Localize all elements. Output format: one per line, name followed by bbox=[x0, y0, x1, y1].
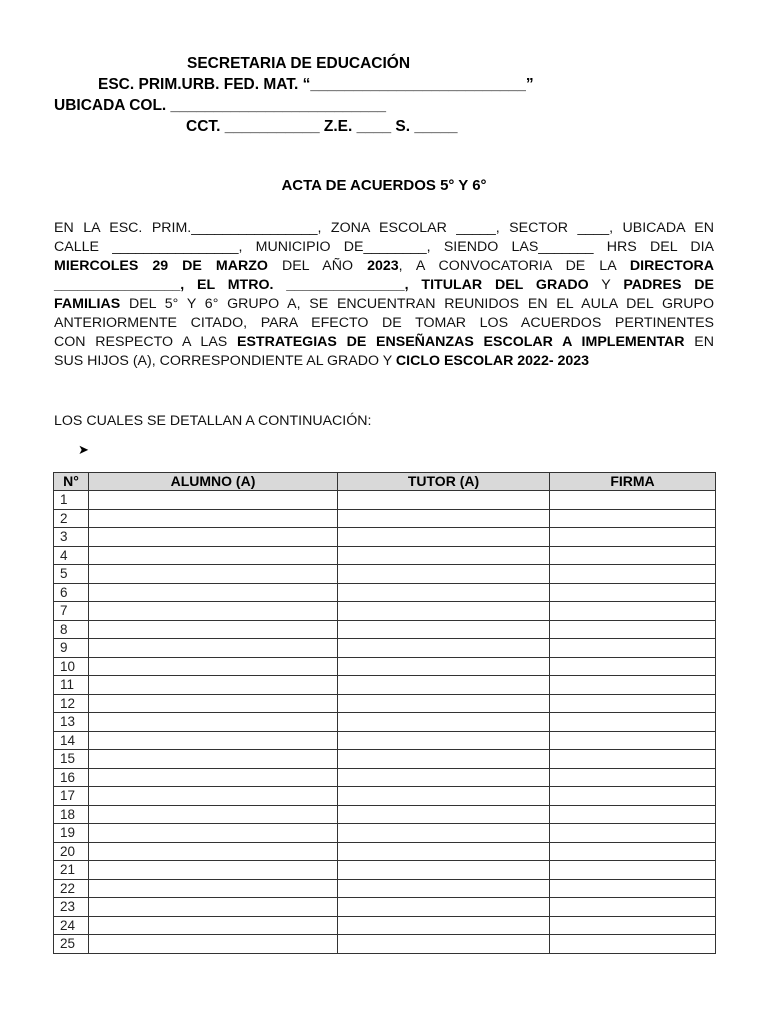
row-number-cell: 5 bbox=[54, 565, 89, 584]
alumno-cell[interactable] bbox=[89, 750, 338, 769]
alumno-cell[interactable] bbox=[89, 509, 338, 528]
firma-cell[interactable] bbox=[550, 620, 716, 639]
alumno-cell[interactable] bbox=[89, 546, 338, 565]
header-cct: CCT. ___________ Z.E. ____ S. _____ bbox=[186, 118, 458, 135]
row-number-cell: 7 bbox=[54, 602, 89, 621]
firma-cell[interactable] bbox=[550, 694, 716, 713]
firma-cell[interactable] bbox=[550, 713, 716, 732]
firma-cell[interactable] bbox=[550, 898, 716, 917]
table-row bbox=[54, 528, 716, 547]
col-header-alumno: ALUMNO (A) bbox=[89, 473, 338, 491]
table-row bbox=[54, 750, 716, 769]
firma-cell[interactable] bbox=[550, 861, 716, 880]
firma-cell[interactable] bbox=[550, 583, 716, 602]
table-row bbox=[54, 731, 716, 750]
alumno-cell[interactable] bbox=[89, 583, 338, 602]
tutor-cell[interactable] bbox=[338, 583, 550, 602]
table-row bbox=[54, 565, 716, 584]
tutor-cell[interactable] bbox=[338, 509, 550, 528]
row-number-cell: 10 bbox=[54, 657, 89, 676]
alumno-cell[interactable] bbox=[89, 676, 338, 695]
year-text: 2023 bbox=[367, 258, 399, 274]
row-number-cell: 24 bbox=[54, 916, 89, 935]
tutor-cell[interactable] bbox=[338, 694, 550, 713]
alumno-cell[interactable] bbox=[89, 639, 338, 658]
text-fragment: DEL AÑO bbox=[267, 258, 368, 274]
table-row bbox=[54, 509, 716, 528]
directora-text: DIRECTORA bbox=[629, 258, 714, 274]
text-fragment: EN bbox=[684, 334, 714, 350]
tutor-cell[interactable] bbox=[338, 879, 550, 898]
tutor-cell[interactable] bbox=[338, 805, 550, 824]
alumno-cell[interactable] bbox=[89, 491, 338, 510]
row-number-cell: 15 bbox=[54, 750, 89, 769]
table-row bbox=[54, 639, 716, 658]
alumno-cell[interactable] bbox=[89, 787, 338, 806]
tutor-cell[interactable] bbox=[338, 546, 550, 565]
firma-cell[interactable] bbox=[550, 491, 716, 510]
estrategias-text: ESTRATEGIAS DE ENSEÑANZAS ESCOLAR A IMPLEMENTAR bbox=[237, 334, 685, 350]
alumno-cell[interactable] bbox=[89, 565, 338, 584]
row-number-cell: 18 bbox=[54, 805, 89, 824]
row-number-cell: 25 bbox=[54, 935, 89, 954]
document-title: ACTA DE ACUERDOS 5° Y 6° bbox=[281, 177, 487, 194]
alumno-cell[interactable] bbox=[89, 657, 338, 676]
row-number-cell: 22 bbox=[54, 879, 89, 898]
table-row bbox=[54, 602, 716, 621]
row-number-cell: 20 bbox=[54, 842, 89, 861]
paragraph-line-4 bbox=[54, 276, 714, 295]
header-colonia: UBICADA COL. _________________________ bbox=[54, 97, 387, 114]
alumno-cell[interactable] bbox=[89, 898, 338, 917]
text-fragment: Y bbox=[588, 277, 624, 293]
row-number-cell: 1 bbox=[54, 491, 89, 510]
alumno-cell[interactable] bbox=[89, 713, 338, 732]
tutor-cell[interactable] bbox=[338, 676, 550, 695]
alumno-cell[interactable] bbox=[89, 694, 338, 713]
table-row bbox=[54, 546, 716, 565]
header-secretaria: SECRETARIA DE EDUCACIÓN bbox=[187, 55, 411, 72]
intro-text: LOS CUALES SE DETALLAN A CONTINUACIÓN: bbox=[54, 413, 372, 429]
firma-cell[interactable] bbox=[550, 676, 716, 695]
firma-cell[interactable] bbox=[550, 602, 716, 621]
table-row bbox=[54, 879, 716, 898]
firma-cell[interactable] bbox=[550, 879, 716, 898]
tutor-cell[interactable] bbox=[338, 602, 550, 621]
ciclo-escolar-text: CICLO ESCOLAR 2022- 2023 bbox=[395, 353, 590, 369]
alumno-cell[interactable] bbox=[89, 935, 338, 954]
table-row bbox=[54, 805, 716, 824]
alumno-cell[interactable] bbox=[89, 602, 338, 621]
col-header-firma: FIRMA bbox=[550, 473, 716, 491]
paragraph-line-3 bbox=[54, 257, 714, 276]
attendance-table bbox=[53, 472, 716, 954]
text-fragment: DEL 5° Y 6° GRUPO A, SE ENCUENTRAN REUNIDOS EN EL AULA DEL GRUPO bbox=[120, 296, 714, 312]
table-header-row bbox=[54, 473, 716, 491]
acta-paragraph bbox=[54, 219, 714, 371]
tutor-cell[interactable] bbox=[338, 842, 550, 861]
alumno-cell[interactable] bbox=[89, 768, 338, 787]
row-number-cell: 9 bbox=[54, 639, 89, 658]
firma-cell[interactable] bbox=[550, 565, 716, 584]
row-number-cell: 16 bbox=[54, 768, 89, 787]
firma-cell[interactable] bbox=[550, 509, 716, 528]
paragraph-line-8 bbox=[54, 352, 714, 371]
table-row bbox=[54, 787, 716, 806]
text-fragment: , A CONVOCATORIA DE LA bbox=[398, 258, 630, 274]
tutor-cell[interactable] bbox=[338, 787, 550, 806]
firma-cell[interactable] bbox=[550, 842, 716, 861]
tutor-cell[interactable] bbox=[338, 639, 550, 658]
firma-cell[interactable] bbox=[550, 916, 716, 935]
firma-cell[interactable] bbox=[550, 546, 716, 565]
text-fragment: CON RESPECTO A LAS bbox=[54, 334, 237, 350]
table-row bbox=[54, 916, 716, 935]
tutor-cell[interactable] bbox=[338, 861, 550, 880]
tutor-cell[interactable] bbox=[338, 620, 550, 639]
table-row bbox=[54, 713, 716, 732]
table-row bbox=[54, 657, 716, 676]
paragraph-line-6: ANTERIORMENTE CITADO, PARA EFECTO DE TOMAR LOS ACUERDOS PERTINENTES bbox=[54, 315, 714, 331]
alumno-cell[interactable] bbox=[89, 861, 338, 880]
firma-cell[interactable] bbox=[550, 805, 716, 824]
date-text: MIERCOLES 29 DE MARZO bbox=[54, 258, 268, 274]
paragraph-line-2: CALLE ________________, MUNICIPIO DE________, SIENDO LAS_______ HRS DEL DIA bbox=[54, 239, 714, 255]
tutor-cell[interactable] bbox=[338, 898, 550, 917]
row-number-cell: 3 bbox=[54, 528, 89, 547]
header-school-name: ESC. PRIM.URB. FED. MAT. “_________________________” bbox=[98, 76, 534, 93]
row-number-cell: 21 bbox=[54, 861, 89, 880]
paragraph-line-1: EN LA ESC. PRIM.________________, ZONA ESCOLAR _____, SECTOR ____, UBICADA EN bbox=[54, 220, 714, 236]
firma-cell[interactable] bbox=[550, 639, 716, 658]
padres-text: PADRES DE bbox=[623, 277, 714, 293]
row-number-cell: 2 bbox=[54, 509, 89, 528]
tutor-cell[interactable] bbox=[338, 935, 550, 954]
row-number-cell: 8 bbox=[54, 620, 89, 639]
alumno-cell[interactable] bbox=[89, 620, 338, 639]
alumno-cell[interactable] bbox=[89, 824, 338, 843]
row-number-cell: 11 bbox=[54, 676, 89, 695]
firma-cell[interactable] bbox=[550, 787, 716, 806]
col-header-tutor: TUTOR (A) bbox=[338, 473, 550, 491]
table-row bbox=[54, 583, 716, 602]
tutor-cell[interactable] bbox=[338, 750, 550, 769]
row-number-cell: 14 bbox=[54, 731, 89, 750]
firma-cell[interactable] bbox=[550, 824, 716, 843]
table-row bbox=[54, 491, 716, 510]
firma-cell[interactable] bbox=[550, 750, 716, 769]
firma-cell[interactable] bbox=[550, 528, 716, 547]
table-row bbox=[54, 842, 716, 861]
alumno-cell[interactable] bbox=[89, 842, 338, 861]
row-number-cell: 13 bbox=[54, 713, 89, 732]
table-row bbox=[54, 768, 716, 787]
paragraph-line-7 bbox=[54, 333, 714, 352]
row-number-cell: 12 bbox=[54, 694, 89, 713]
table-row bbox=[54, 620, 716, 639]
row-number-cell: 4 bbox=[54, 546, 89, 565]
mtro-text: ________________, EL MTRO. _______________, TITULAR DEL GRADO bbox=[54, 277, 589, 293]
alumno-cell[interactable] bbox=[89, 731, 338, 750]
row-number-cell: 19 bbox=[54, 824, 89, 843]
table-row bbox=[54, 676, 716, 695]
firma-cell[interactable] bbox=[550, 657, 716, 676]
tutor-cell[interactable] bbox=[338, 657, 550, 676]
firma-cell[interactable] bbox=[550, 935, 716, 954]
tutor-cell[interactable] bbox=[338, 916, 550, 935]
familias-text: FAMILIAS bbox=[54, 296, 121, 312]
tutor-cell[interactable] bbox=[338, 731, 550, 750]
tutor-cell[interactable] bbox=[338, 528, 550, 547]
firma-cell[interactable] bbox=[550, 768, 716, 787]
firma-cell[interactable] bbox=[550, 731, 716, 750]
paragraph-line-5 bbox=[54, 295, 714, 314]
text-fragment: SUS HIJOS (A), CORRESPONDIENTE AL GRADO Y bbox=[54, 353, 396, 369]
col-header-number: N° bbox=[54, 473, 89, 491]
alumno-cell[interactable] bbox=[89, 528, 338, 547]
table-row bbox=[54, 694, 716, 713]
table-row bbox=[54, 824, 716, 843]
row-number-cell: 6 bbox=[54, 583, 89, 602]
alumno-cell[interactable] bbox=[89, 879, 338, 898]
tutor-cell[interactable] bbox=[338, 824, 550, 843]
tutor-cell[interactable] bbox=[338, 713, 550, 732]
alumno-cell[interactable] bbox=[89, 805, 338, 824]
row-number-cell: 17 bbox=[54, 787, 89, 806]
arrow-bullet-icon: ➤ bbox=[78, 442, 89, 457]
tutor-cell[interactable] bbox=[338, 565, 550, 584]
table-row bbox=[54, 935, 716, 954]
tutor-cell[interactable] bbox=[338, 768, 550, 787]
table-body bbox=[54, 491, 716, 954]
tutor-cell[interactable] bbox=[338, 491, 550, 510]
row-number-cell: 23 bbox=[54, 898, 89, 917]
alumno-cell[interactable] bbox=[89, 916, 338, 935]
table-row bbox=[54, 898, 716, 917]
table-row bbox=[54, 861, 716, 880]
